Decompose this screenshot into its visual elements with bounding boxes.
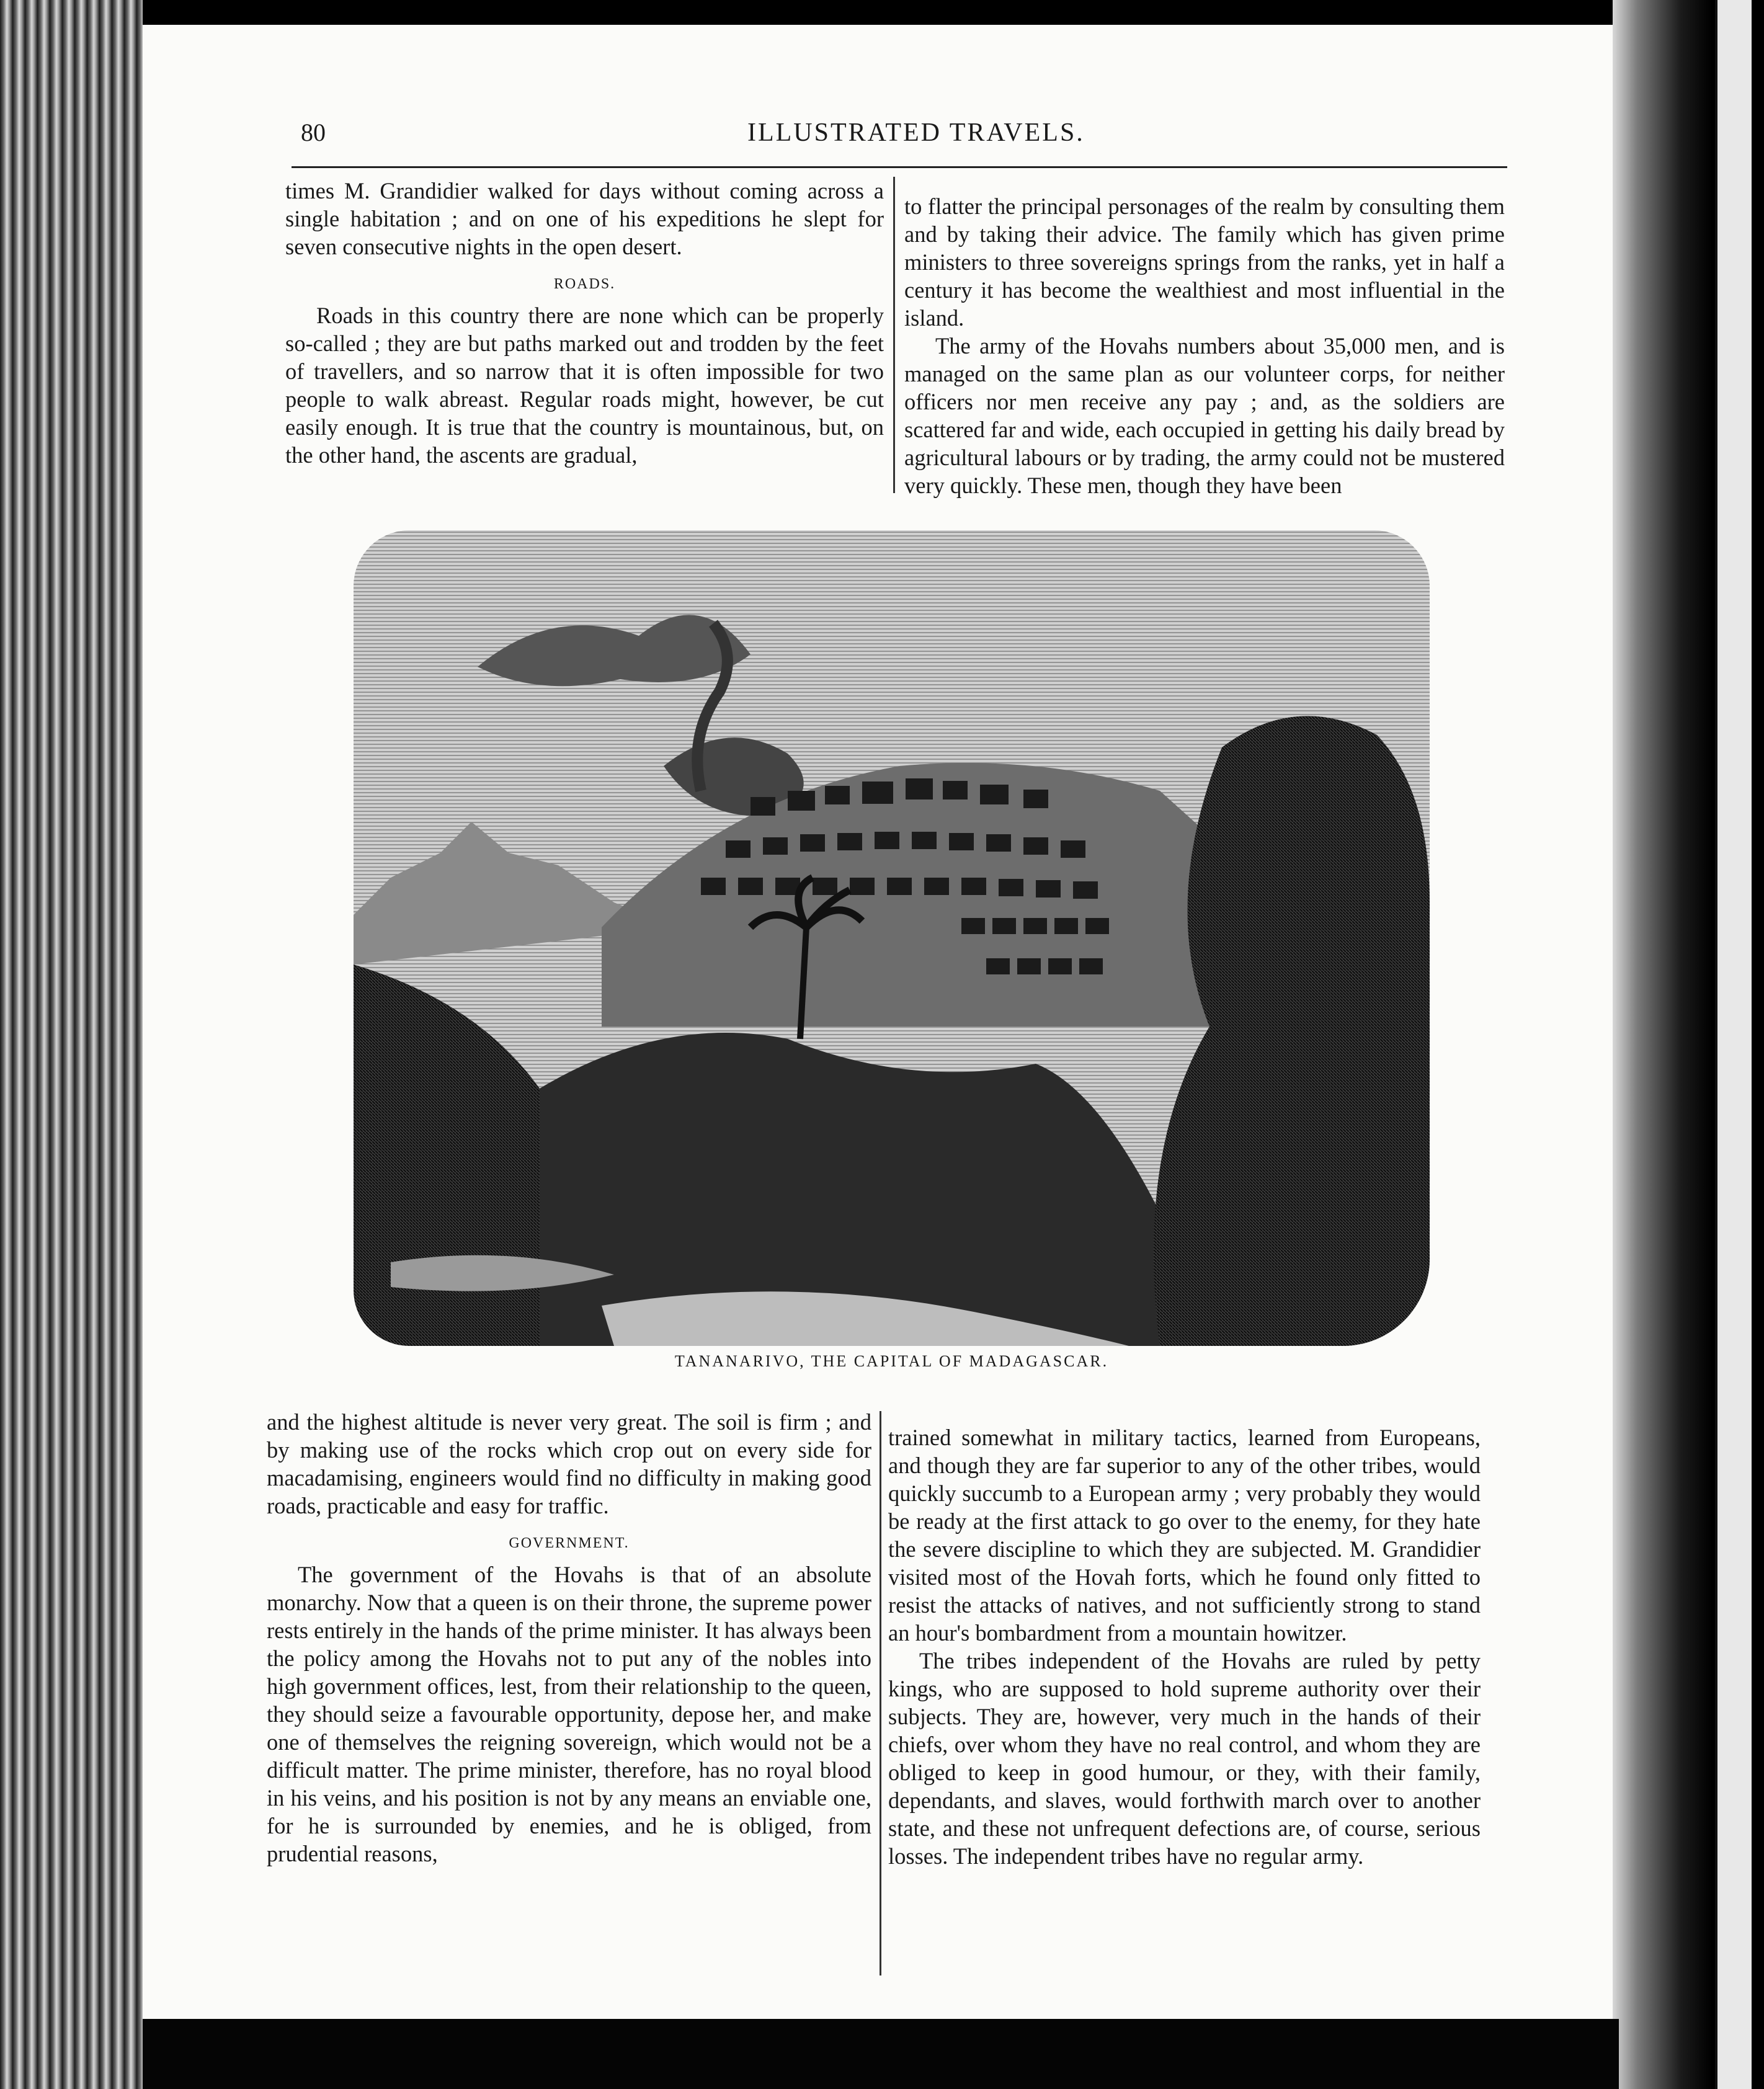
paragraph: times M. Grandidier walked for days without coming across a single habitation ; and on one of his expeditions he slept for seven consecutive nights in the open desert.: [285, 178, 884, 259]
column-divider: [893, 177, 895, 493]
running-header: [301, 118, 1504, 149]
engraving-tananarivo: [354, 530, 1430, 1346]
paragraph: to flatter the principal personages of the realm by consulting them and by taking their advice. The family which has given prime ministers to three sovereigns springs from the ranks, yet in half a century it has become the wealthiest and most influential in the island.: [904, 194, 1505, 331]
section-heading-government: GOVERNMENT.: [509, 1535, 630, 1551]
column-divider: [880, 1411, 881, 1975]
top-right-column: [904, 192, 1505, 499]
top-left-column: [285, 177, 884, 469]
paragraph: trained somewhat in military tactics, learned from Europeans, and though they are far superior to any of the other tribes, would quickly succumb to a European army ; very probably they would be ready at the first attack to go over to the enemy, for they hate the severe discipline to which they are subjected. M. Grandidier visited most of the Hovah forts, which he found only fitted to resist the attacks of natives, and not sufficiently strong to stand an hour's bombardment from a mountain howitzer.: [888, 1425, 1481, 1646]
scan-border-strip: [1715, 0, 1752, 2089]
bottom-right-column: [888, 1423, 1481, 1870]
scan-bottom-border: [143, 2019, 1619, 2089]
bottom-left-column: [267, 1408, 871, 1868]
page-number: 80: [301, 118, 326, 146]
section-heading-roads: ROADS.: [553, 276, 616, 292]
paragraph: The tribes independent of the Hovahs are ruled by petty kings, who are supposed to hold supreme authority over their subjects. They are, however, very much in the hands of their chiefs, over whom they have no real control, and whom they are obliged to keep in good humour, or they, with their family, dependants, and slaves, would forthwith march over to another state, and these not unfrequent defections are, of course, serious losses. The independent tribes have no regular army.: [888, 1648, 1481, 1869]
running-title: ILLUSTRATED TRAVELS.: [747, 118, 1085, 147]
header-rule: [292, 166, 1507, 168]
paragraph: The government of the Hovahs is that of an absolute monarchy. Now that a queen is on their throne, the supreme power rests entirely in the hands of the prime minister. It has always been the policy among the Hovahs not to put any of the nobles into high government offices, lest, from their relationship to the queen, they should seize a favourable opportunity, depose her, and make one of themselves the reigning sovereign, which would not be a difficult matter. The prime minister, therefore, has no royal blood in his veins, and his position is not by any means an enviable one, for he is surrounded by enemies, and he is obliged, from prudential reasons,: [267, 1562, 871, 1866]
paragraph: and the highest altitude is never very great. The soil is firm ; and by making use of the rocks which crop out on every side for macadamising, engineers would find no difficulty in making good roads, practicable and easy for traffic.: [267, 1409, 871, 1518]
figure-caption: TANANARIVO, THE CAPITAL OF MADAGASCAR.: [674, 1352, 1109, 1370]
paragraph: Roads in this country there are none which can be properly so-called ; they are but paths marked out and trodden by the feet of travellers, and so narrow that it is often impossible for two people to walk abreast. Regular roads might, however, be cut easily enough. It is true that the country is mountainous, but, on the other hand, the ascents are gradual,: [285, 303, 884, 468]
paragraph: The army of the Hovahs numbers about 35,000 men, and is managed on the same plan as our volunteer corps, for neither officers nor men receive any pay ; and, as the soldiers are scattered far and wide, each occupied in getting his daily bread by agricultural labours or by trading, the army could not be mustered very quickly. These men, though they have been: [904, 333, 1505, 498]
book-page-edges: [0, 0, 143, 2089]
